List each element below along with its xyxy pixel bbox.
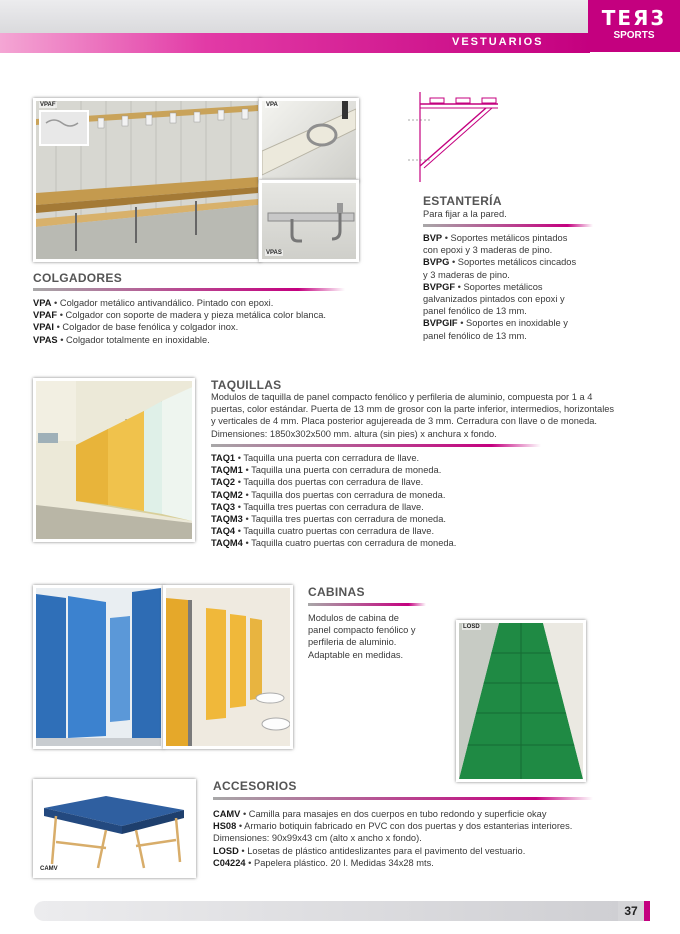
anti-slip-tiles-photo	[459, 623, 583, 779]
list-item: BVPG • Soportes metálicos cincados	[423, 257, 577, 268]
estanteria-subtitle: Para fijar a la pared.	[423, 209, 507, 219]
blue-cubicles-photo	[36, 588, 161, 746]
cabinas-title: CABINAS	[308, 585, 365, 599]
title-underline	[308, 603, 426, 606]
steel-hook-photo	[262, 183, 356, 259]
coat-hook-wall-photo	[36, 101, 258, 259]
list-item: VPA • Colgador metálico antivandálico. Pintado con epoxi.	[33, 298, 274, 308]
massage-table-photo	[36, 782, 193, 875]
colgadores-title: COLGADORES	[33, 271, 123, 285]
list-item: TAQ4 • Taquilla cuatro puertas con cerradura de llave.	[211, 526, 435, 537]
list-item: TAQM4 • Taquilla cuatro puertas con cerradura de moneda.	[211, 538, 457, 549]
brand-logo	[588, 0, 680, 52]
logo-subtitle: SPORTS	[613, 30, 655, 41]
description-line: panel compacto fenólico y	[308, 625, 416, 636]
title-underline	[423, 224, 593, 227]
list-item: CAMV • Camilla para masajes en dos cuerpos en tubo redondo y superficie okay	[213, 809, 547, 819]
accesorios-list	[213, 808, 633, 869]
list-item: TAQ3 • Taquilla tres puertas con cerradura de llave.	[211, 501, 424, 512]
lockers-photo	[36, 381, 192, 539]
list-item: HS08 • Armario botiquin fabricado en PVC con dos puertas y dos estanterias interiores.	[213, 821, 573, 832]
description-line: perfileria de aluminio.	[308, 637, 397, 648]
list-item: TAQ2 • Taquilla dos puertas con cerradura de llave.	[211, 477, 424, 488]
list-item: Dimensiones: 90x99x43 cm (alto x ancho x fondo).	[213, 833, 422, 844]
photo-tag: CAMV	[40, 866, 58, 872]
list-item: VPAI • Colgador de base fenólica y colgador inox.	[33, 322, 239, 333]
footer-band	[34, 901, 618, 921]
title-underline	[33, 288, 345, 291]
photo-vpas	[259, 180, 359, 262]
photo-tag: LOSD	[463, 624, 480, 630]
list-item: y 3 maderas de pino.	[423, 269, 510, 280]
description-line: Modulos de taquilla de panel compacto fenólico y perfileria de aluminio, compuesta por 1 a 4	[211, 392, 593, 402]
list-item: TAQM3 • Taquilla tres puertas con cerradura de moneda.	[211, 514, 446, 525]
list-item: galvanizados pintados con epoxi y	[423, 294, 565, 305]
list-item: TAQM1 • Taquilla una puerta con cerradura de moneda.	[211, 465, 442, 476]
photo-losd	[456, 620, 586, 782]
list-item: BVP • Soportes metálicos pintados	[423, 233, 568, 243]
description-line: puertas, color estándar. Puerta de 13 mm de grosor con la parte inferior, intermedios, horizontales	[211, 404, 615, 415]
description-line: Modulos de cabina de	[308, 613, 399, 623]
accesorios-title: ACCESORIOS	[213, 779, 297, 793]
taquillas-list	[211, 452, 541, 550]
yellow-cubicles-photo	[166, 588, 290, 746]
list-item: VPAS • Colgador totalmente en inoxidable.	[33, 334, 210, 345]
list-item: con epoxi y 3 maderas de pino.	[423, 245, 553, 256]
taquillas-description	[211, 391, 661, 440]
taquillas-title: TAQUILLAS	[211, 378, 282, 392]
list-item: LOSD • Losetas de plástico antideslizantes para el pavimento del vestuario.	[213, 845, 526, 856]
shelf-bracket-diagram	[406, 86, 506, 186]
colgadores-list	[33, 297, 363, 346]
photo-taquillas	[33, 378, 195, 542]
estanteria-list	[423, 232, 593, 342]
title-underline	[211, 444, 541, 447]
photo-camv	[33, 779, 196, 878]
cabinas-description	[308, 612, 448, 661]
list-item: panel fenólico de 13 mm.	[423, 330, 527, 341]
photo-tag: VPA	[266, 102, 278, 108]
header-gray-band	[0, 0, 590, 36]
description-line: Adaptable en medidas.	[308, 649, 404, 660]
page-number: 37	[618, 901, 644, 921]
list-item: VPAF • Colgador con soporte de madera y pieza metálica color blanca.	[33, 310, 326, 321]
photo-cabinas-yellow	[163, 585, 293, 749]
description-line: y verticales de 4 mm. Placa posterior agujereada de 3 mm. Cerradura con llave o de moneda.	[211, 416, 598, 427]
photo-vpa	[259, 98, 359, 182]
estanteria-title: ESTANTERÍA	[423, 194, 502, 208]
photo-vpaf	[33, 98, 261, 262]
hook-closeup-photo	[262, 101, 356, 179]
list-item: BVPGIF • Soportes en inoxidable y	[423, 318, 568, 329]
description-line: Dimensiones: 1850x302x500 mm. altura (sin pies) x anchura x fondo.	[211, 428, 497, 439]
list-item: BVPGF • Soportes metálicos	[423, 281, 543, 292]
photo-tag: VPAS	[266, 250, 282, 256]
list-item: C04224 • Papelera plástico. 20 l. Medidas 34x28 mts.	[213, 857, 434, 868]
logo-wordmark: TEЯ3	[601, 6, 667, 30]
title-underline	[213, 797, 593, 800]
page-accent-bar	[644, 901, 650, 921]
list-item: panel fenólico de 13 mm.	[423, 306, 527, 317]
section-label: VESTUARIOS	[452, 36, 544, 48]
list-item: TAQM2 • Taquilla dos puertas con cerradura de moneda.	[211, 489, 446, 500]
list-item: TAQ1 • Taquilla una puerta con cerradura de llave.	[211, 453, 420, 463]
photo-cabinas-blue	[33, 585, 164, 749]
photo-tag: VPAF	[40, 102, 56, 108]
